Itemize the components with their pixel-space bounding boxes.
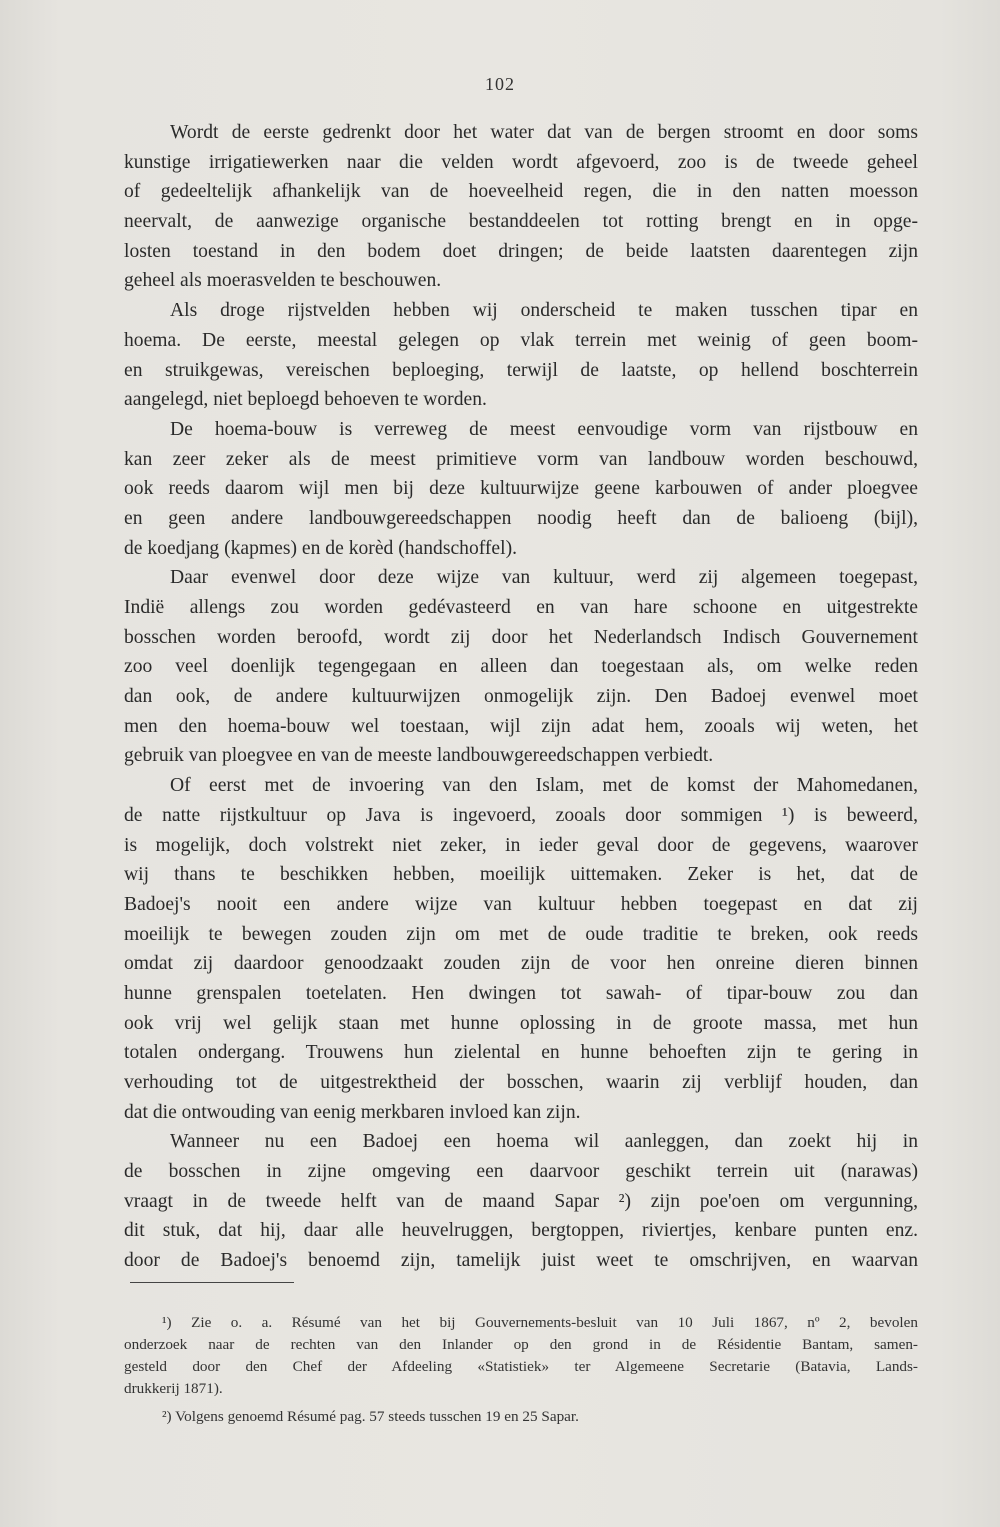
paragraph	[124, 563, 918, 771]
footnote-line: ¹) Zie o. a. Résumé van het bij Gouvernements-besluit van 10 Juli 1867, nº 2, bevolen	[162, 1314, 918, 1331]
text-line: ook vrij wel gelijk staan met hunne oplossing in de groote massa, met hun	[124, 1012, 918, 1034]
text-line: door de Badoej's benoemd zijn, tamelijk juist weet te omschrijven, en waarvan	[124, 1250, 918, 1272]
text-line: hunne grenspalen toetelaten. Hen dwingen tot sawah- of tipar-bouw zou dan	[124, 982, 918, 1004]
text-line: neervalt, de aanwezige organische bestanddeelen tot rotting brengt en in opge-	[124, 211, 918, 233]
body-text	[124, 118, 918, 1276]
text-line: losten toestand in den bodem doet dringen; de beide laatsten daarentegen zijn	[124, 240, 918, 262]
text-line: wij thans te beschikken hebben, moeilijk uittemaken. Zeker is het, dat de	[124, 864, 918, 886]
text-line: Wanneer nu een Badoej een hoema wil aanleggen, dan zoekt hij in	[170, 1131, 918, 1153]
paragraph	[124, 415, 918, 563]
page-number: 102	[485, 74, 515, 94]
text-line: totalen ondergang. Trouwens hun zielental en hunne behoeften zijn te gering in	[124, 1042, 918, 1064]
text-line: omdat zij daardoor genoodzaakt zouden zijn de voor hen onreine dieren binnen	[124, 953, 918, 975]
text-line: dit stuk, dat hij, daar alle heuvelruggen, bergtoppen, riviertjes, kenbare punten enz.	[124, 1220, 918, 1242]
text-line: De hoema-bouw is verreweg de meest eenvoudige vorm van rijstbouw en	[170, 418, 918, 440]
text-line: kunstige irrigatiewerken naar die velden wordt afgevoerd, zoo is de tweede geheel	[124, 151, 918, 173]
text-line: Wordt de eerste gedrenkt door het water dat van de bergen stroomt en door soms	[170, 122, 918, 143]
text-line: gebruik van ploegvee en van de meeste landbouwgereedschappen verbiedt.	[124, 745, 714, 767]
text-line: en struikgewas, vereischen beploeging, terwijl de laatste, op hellend boschterrein	[124, 359, 918, 381]
text-line: Badoej's nooit een andere wijze van kultuur hebben toegepast en dat zij	[124, 893, 918, 915]
text-line: zoo veel doenlijk tegengegaan en alleen dan toegestaan als, om welke reden	[124, 656, 918, 678]
text-line: Indië allengs zou worden gedévasteerd en van hare schoone en uitgestrekte	[124, 597, 918, 618]
text-line: Of eerst met de invoering van den Islam, met de komst der Mahomedanen,	[170, 775, 918, 797]
text-line: Als droge rijstvelden hebben wij onderscheid te maken tusschen tipar en	[170, 300, 918, 322]
text-line: dat die ontwouding van eenig merkbaren invloed kan zijn.	[124, 1101, 581, 1123]
text-line: hoema. De eerste, meestal gelegen op vlak terrein met weinig of geen boom-	[124, 329, 918, 351]
text-line: of gedeeltelijk afhankelijk van de hoeveelheid regen, die in den natten moesson	[124, 181, 918, 203]
text-line: is mogelijk, doch volstrekt niet zeker, in ieder geval door de gegevens, waarover	[124, 834, 918, 856]
footnote-line: gesteld door den Chef der Afdeeling «Statistiek» ter Algemeene Secretarie (Batavia, Lands-	[124, 1358, 918, 1375]
text-line: verhouding tot de uitgestrektheid der bosschen, waarin zij verblijf houden, dan	[124, 1072, 918, 1093]
text-line: de bosschen in zijne omgeving een daarvoor geschikt terrein uit (narawas)	[124, 1161, 918, 1183]
footnote	[124, 1312, 918, 1400]
text-line: kan zeer zeker als de meest primitieve vorm van landbouw worden beschouwd,	[124, 448, 918, 470]
text-line: moeilijk te bewegen zouden zijn om met de oude traditie te breken, ook reeds	[124, 923, 918, 945]
text-line: aangelegd, niet beploegd behoeven te worden.	[124, 389, 487, 411]
footnote-line: onderzoek naar de rechten van den Inlander op den grond in de Résidentie Bantam, samen-	[124, 1336, 918, 1353]
text-line: de koedjang (kapmes) en de korèd (handschoffel).	[124, 537, 517, 559]
text-line: ook reeds daarom wijl men bij deze kultuurwijze geene karbouwen of ander ploegvee	[124, 478, 918, 500]
footnote-separator	[130, 1282, 294, 1283]
footnote-line: drukkerij 1871).	[124, 1380, 223, 1397]
text-line: men den hoema-bouw wel toestaan, wijl zijn adat hem, zooals wij weten, het	[124, 715, 918, 737]
text-line: Daar evenwel door deze wijze van kultuur, werd zij algemeen toegepast,	[170, 567, 918, 589]
text-line: vraagt in de tweede helft van de maand Sapar ²) zijn poe'oen om vergunning,	[124, 1190, 918, 1212]
paragraph	[124, 296, 918, 415]
text-line: bosschen worden beroofd, wordt zij door het Nederlandsch Indisch Gouvernement	[124, 626, 918, 648]
paragraph	[124, 1127, 918, 1275]
text-line: de natte rijstkultuur op Java is ingevoerd, zooals door sommigen ¹) is beweerd,	[124, 804, 918, 826]
text-line: dan ook, de andere kultuurwijzen onmogelijk zijn. Den Badoej evenwel moet	[124, 686, 918, 708]
footnote	[124, 1406, 918, 1428]
footnote-line: ²) Volgens genoemd Résumé pag. 57 steeds tusschen 19 en 25 Sapar.	[162, 1408, 579, 1425]
paragraph	[124, 771, 918, 1127]
paragraph	[124, 118, 918, 296]
text-line: en geen andere landbouwgereedschappen noodig heeft dan de balioeng (bijl),	[124, 507, 918, 529]
footnotes	[124, 1312, 918, 1428]
text-line: geheel als moerasvelden te beschouwen.	[124, 270, 442, 292]
